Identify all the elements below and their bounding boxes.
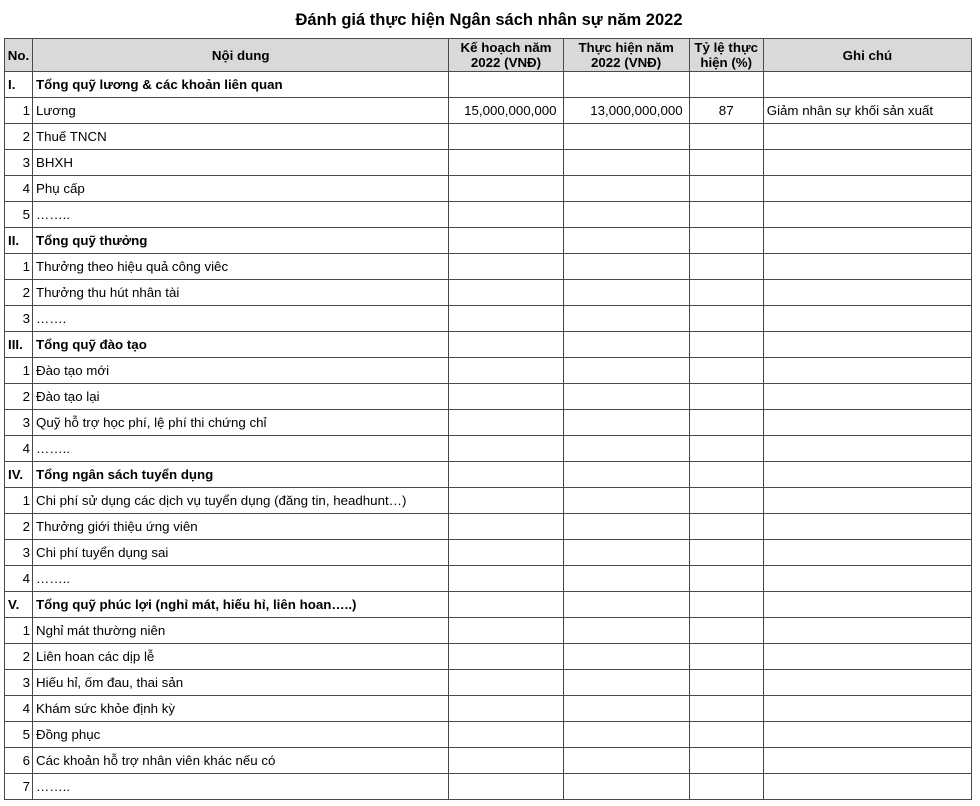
item-number-cell[interactable]: 2	[5, 280, 33, 306]
actual-cell[interactable]	[563, 748, 689, 774]
item-content-cell[interactable]: Chi phí sử dụng các dịch vụ tuyển dụng (đăng tin, headhunt…)	[33, 488, 449, 514]
section-row	[5, 228, 972, 254]
note-cell[interactable]	[763, 410, 971, 436]
note-cell[interactable]	[763, 644, 971, 670]
header-row	[5, 39, 972, 72]
note-cell[interactable]: Giảm nhân sự khối sản xuất	[763, 98, 971, 124]
item-number-cell[interactable]: 1	[5, 488, 33, 514]
item-content-cell[interactable]: Thuế TNCN	[33, 124, 449, 150]
item-number-cell[interactable]: 2	[5, 644, 33, 670]
header-note[interactable]: Ghi chú	[763, 39, 971, 72]
note-cell[interactable]	[763, 488, 971, 514]
rate-cell[interactable]	[689, 618, 763, 644]
header-rate[interactable]: Tỷ lệ thực hiện (%)	[689, 39, 763, 72]
table-row	[5, 280, 972, 306]
section-title-cell[interactable]: Tổng quỹ đào tạo	[33, 332, 449, 358]
rate-cell[interactable]	[689, 384, 763, 410]
rate-cell[interactable]	[689, 514, 763, 540]
note-cell[interactable]	[763, 384, 971, 410]
rate-cell[interactable]	[689, 540, 763, 566]
table-row	[5, 306, 972, 332]
table-row	[5, 748, 972, 774]
actual-cell[interactable]	[563, 306, 689, 332]
note-cell[interactable]	[763, 696, 971, 722]
note-cell[interactable]	[763, 72, 971, 98]
rate-cell[interactable]	[689, 436, 763, 462]
actual-cell[interactable]	[563, 722, 689, 748]
item-content-cell[interactable]: Hiếu hỉ, ốm đau, thai sản	[33, 670, 449, 696]
item-content-cell[interactable]: Phụ cấp	[33, 176, 449, 202]
section-title-cell[interactable]: Tổng ngân sách tuyển dụng	[33, 462, 449, 488]
item-number-cell[interactable]: 4	[5, 696, 33, 722]
rate-cell[interactable]	[689, 254, 763, 280]
actual-cell[interactable]	[563, 436, 689, 462]
plan-cell[interactable]	[449, 72, 563, 98]
rate-cell[interactable]	[689, 696, 763, 722]
item-number-cell[interactable]: 1	[5, 618, 33, 644]
header-content[interactable]: Nội dung	[33, 39, 449, 72]
plan-cell[interactable]	[449, 228, 563, 254]
plan-cell[interactable]	[449, 332, 563, 358]
section-row	[5, 592, 972, 618]
section-number-cell[interactable]: II.	[5, 228, 33, 254]
actual-cell[interactable]	[563, 592, 689, 618]
actual-cell[interactable]	[563, 280, 689, 306]
plan-cell[interactable]	[449, 670, 563, 696]
plan-cell[interactable]	[449, 306, 563, 332]
plan-cell[interactable]	[449, 150, 563, 176]
rate-cell[interactable]: 87	[689, 98, 763, 124]
section-number-cell[interactable]: IV.	[5, 462, 33, 488]
item-content-cell[interactable]: Các khoản hỗ trợ nhân viên khác nếu có	[33, 748, 449, 774]
table-row	[5, 696, 972, 722]
actual-cell[interactable]	[563, 696, 689, 722]
item-number-cell[interactable]: 3	[5, 306, 33, 332]
plan-cell[interactable]	[449, 254, 563, 280]
header-actual[interactable]: Thực hiện năm 2022 (VNĐ)	[563, 39, 689, 72]
plan-cell[interactable]	[449, 774, 563, 800]
rate-cell[interactable]	[689, 566, 763, 592]
item-content-cell[interactable]: Chi phí tuyển dụng sai	[33, 540, 449, 566]
rate-cell[interactable]	[689, 358, 763, 384]
table-row	[5, 670, 972, 696]
plan-cell[interactable]	[449, 280, 563, 306]
plan-cell[interactable]	[449, 592, 563, 618]
item-content-cell[interactable]: Đồng phục	[33, 722, 449, 748]
section-row	[5, 72, 972, 98]
note-cell[interactable]	[763, 722, 971, 748]
section-title-cell[interactable]: Tổng quỹ phúc lợi (nghỉ mát, hiếu hỉ, liên hoan…..)	[33, 592, 449, 618]
item-content-cell[interactable]: Liên hoan các dịp lễ	[33, 644, 449, 670]
table-body	[5, 72, 972, 800]
table-row	[5, 722, 972, 748]
table-row	[5, 488, 972, 514]
table-row	[5, 644, 972, 670]
note-cell[interactable]	[763, 592, 971, 618]
rate-cell[interactable]	[689, 462, 763, 488]
note-cell[interactable]	[763, 176, 971, 202]
actual-cell[interactable]	[563, 228, 689, 254]
item-number-cell[interactable]: 4	[5, 436, 33, 462]
actual-cell[interactable]	[563, 644, 689, 670]
item-number-cell[interactable]: 2	[5, 124, 33, 150]
item-content-cell[interactable]: ……..	[33, 202, 449, 228]
rate-cell[interactable]	[689, 488, 763, 514]
rate-cell[interactable]	[689, 410, 763, 436]
note-cell[interactable]	[763, 150, 971, 176]
note-cell[interactable]	[763, 124, 971, 150]
table-row	[5, 566, 972, 592]
item-content-cell[interactable]: Đào tạo lại	[33, 384, 449, 410]
plan-cell[interactable]	[449, 436, 563, 462]
plan-cell[interactable]	[449, 644, 563, 670]
plan-cell[interactable]	[449, 696, 563, 722]
item-content-cell[interactable]: Lương	[33, 98, 449, 124]
item-content-cell[interactable]: Khám sức khỏe định kỳ	[33, 696, 449, 722]
header-no[interactable]: No.	[5, 39, 33, 72]
plan-cell[interactable]	[449, 410, 563, 436]
budget-table	[4, 38, 972, 800]
actual-cell[interactable]	[563, 462, 689, 488]
header-plan[interactable]: Kế hoạch năm 2022 (VNĐ)	[449, 39, 563, 72]
note-cell[interactable]	[763, 566, 971, 592]
table-row	[5, 410, 972, 436]
actual-cell[interactable]	[563, 670, 689, 696]
item-number-cell[interactable]: 7	[5, 774, 33, 800]
item-content-cell[interactable]: Quỹ hỗ trợ học phí, lệ phí thi chứng chỉ	[33, 410, 449, 436]
note-cell[interactable]	[763, 228, 971, 254]
section-number-cell[interactable]: I.	[5, 72, 33, 98]
table-row	[5, 774, 972, 800]
note-cell[interactable]	[763, 748, 971, 774]
item-number-cell[interactable]: 4	[5, 566, 33, 592]
rate-cell[interactable]	[689, 722, 763, 748]
item-content-cell[interactable]: ……..	[33, 436, 449, 462]
plan-cell[interactable]	[449, 358, 563, 384]
table-row	[5, 618, 972, 644]
actual-cell[interactable]	[563, 566, 689, 592]
table-row	[5, 540, 972, 566]
rate-cell[interactable]	[689, 228, 763, 254]
item-content-cell[interactable]: BHXH	[33, 150, 449, 176]
note-cell[interactable]	[763, 514, 971, 540]
rate-cell[interactable]	[689, 748, 763, 774]
table-row	[5, 98, 972, 124]
actual-cell[interactable]	[563, 384, 689, 410]
table-row	[5, 436, 972, 462]
note-cell[interactable]	[763, 540, 971, 566]
item-number-cell[interactable]: 3	[5, 410, 33, 436]
rate-cell[interactable]	[689, 72, 763, 98]
table-row	[5, 124, 972, 150]
item-content-cell[interactable]: …….	[33, 306, 449, 332]
section-title-cell[interactable]: Tổng quỹ thưởng	[33, 228, 449, 254]
section-number-cell[interactable]: V.	[5, 592, 33, 618]
rate-cell[interactable]	[689, 306, 763, 332]
plan-cell[interactable]	[449, 176, 563, 202]
section-row	[5, 332, 972, 358]
actual-cell[interactable]: 13,000,000,000	[563, 98, 689, 124]
item-number-cell[interactable]: 1	[5, 98, 33, 124]
note-cell[interactable]	[763, 670, 971, 696]
actual-cell[interactable]	[563, 358, 689, 384]
note-cell[interactable]	[763, 358, 971, 384]
item-content-cell[interactable]: Thưởng thu hút nhân tài	[33, 280, 449, 306]
plan-cell[interactable]	[449, 540, 563, 566]
rate-cell[interactable]	[689, 644, 763, 670]
actual-cell[interactable]	[563, 332, 689, 358]
actual-cell[interactable]	[563, 488, 689, 514]
plan-cell[interactable]	[449, 566, 563, 592]
item-number-cell[interactable]: 3	[5, 670, 33, 696]
note-cell[interactable]	[763, 306, 971, 332]
item-content-cell[interactable]: Thưởng giới thiệu ứng viên	[33, 514, 449, 540]
table-row	[5, 358, 972, 384]
rate-cell[interactable]	[689, 124, 763, 150]
item-number-cell[interactable]: 5	[5, 722, 33, 748]
note-cell[interactable]	[763, 254, 971, 280]
note-cell[interactable]	[763, 618, 971, 644]
section-number-cell[interactable]: III.	[5, 332, 33, 358]
item-content-cell[interactable]: Thưởng theo hiệu quả công viêc	[33, 254, 449, 280]
plan-cell[interactable]	[449, 722, 563, 748]
actual-cell[interactable]	[563, 150, 689, 176]
plan-cell[interactable]	[449, 462, 563, 488]
note-cell[interactable]	[763, 332, 971, 358]
rate-cell[interactable]	[689, 280, 763, 306]
item-number-cell[interactable]: 1	[5, 254, 33, 280]
sheet-title[interactable]: Đánh giá thực hiện Ngân sách nhân sự năm 2022	[295, 11, 683, 29]
plan-cell[interactable]	[449, 124, 563, 150]
rate-cell[interactable]	[689, 202, 763, 228]
plan-cell[interactable]: 15,000,000,000	[449, 98, 563, 124]
actual-cell[interactable]	[563, 202, 689, 228]
note-cell[interactable]	[763, 202, 971, 228]
item-number-cell[interactable]: 3	[5, 540, 33, 566]
rate-cell[interactable]	[689, 670, 763, 696]
rate-cell[interactable]	[689, 774, 763, 800]
actual-cell[interactable]	[563, 540, 689, 566]
note-cell[interactable]	[763, 280, 971, 306]
item-number-cell[interactable]: 3	[5, 150, 33, 176]
rate-cell[interactable]	[689, 176, 763, 202]
rate-cell[interactable]	[689, 150, 763, 176]
plan-cell[interactable]	[449, 384, 563, 410]
item-number-cell[interactable]: 2	[5, 514, 33, 540]
actual-cell[interactable]	[563, 774, 689, 800]
item-number-cell[interactable]: 4	[5, 176, 33, 202]
note-cell[interactable]	[763, 436, 971, 462]
item-number-cell[interactable]: 6	[5, 748, 33, 774]
actual-cell[interactable]	[563, 514, 689, 540]
actual-cell[interactable]	[563, 124, 689, 150]
table-row	[5, 254, 972, 280]
note-cell[interactable]	[763, 462, 971, 488]
actual-cell[interactable]	[563, 618, 689, 644]
actual-cell[interactable]	[563, 72, 689, 98]
plan-cell[interactable]	[449, 618, 563, 644]
item-content-cell[interactable]: ……..	[33, 566, 449, 592]
plan-cell[interactable]	[449, 488, 563, 514]
section-row	[5, 462, 972, 488]
actual-cell[interactable]	[563, 176, 689, 202]
rate-cell[interactable]	[689, 332, 763, 358]
plan-cell[interactable]	[449, 748, 563, 774]
item-content-cell[interactable]: Đào tạo mới	[33, 358, 449, 384]
item-number-cell[interactable]: 1	[5, 358, 33, 384]
item-content-cell[interactable]: ……..	[33, 774, 449, 800]
item-content-cell[interactable]: Nghỉ mát thường niên	[33, 618, 449, 644]
actual-cell[interactable]	[563, 410, 689, 436]
table-row	[5, 384, 972, 410]
plan-cell[interactable]	[449, 202, 563, 228]
rate-cell[interactable]	[689, 592, 763, 618]
section-title-cell[interactable]: Tổng quỹ lương & các khoản liên quan	[33, 72, 449, 98]
table-row	[5, 176, 972, 202]
table-row	[5, 202, 972, 228]
actual-cell[interactable]	[563, 254, 689, 280]
table-row	[5, 514, 972, 540]
table-row	[5, 150, 972, 176]
item-number-cell[interactable]: 2	[5, 384, 33, 410]
plan-cell[interactable]	[449, 514, 563, 540]
note-cell[interactable]	[763, 774, 971, 800]
item-number-cell[interactable]: 5	[5, 202, 33, 228]
